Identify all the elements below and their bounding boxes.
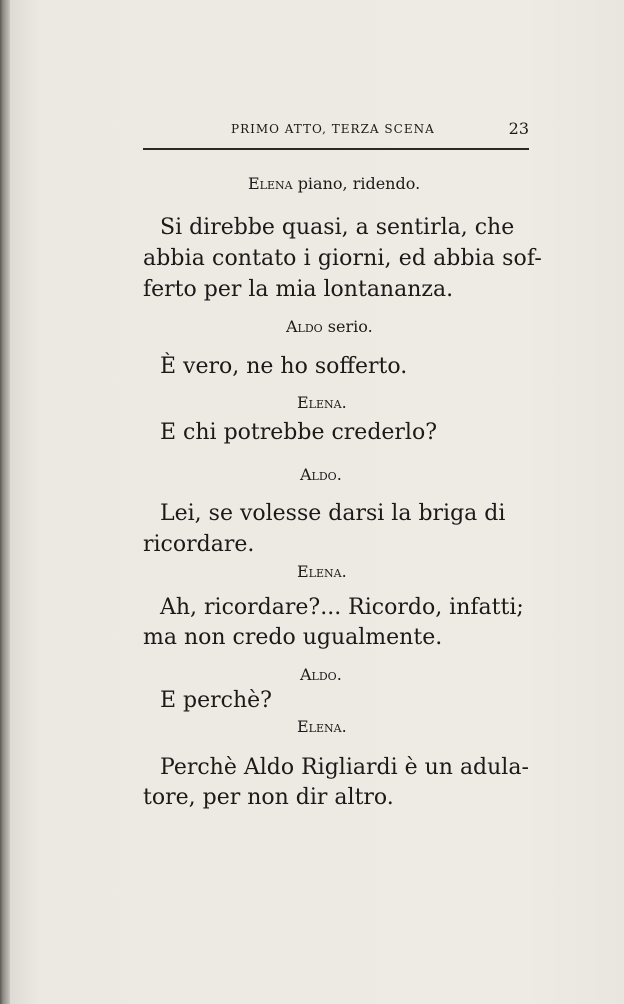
speaker-name: Aldo. [300, 665, 342, 684]
speaker-name: Elena. [297, 717, 347, 736]
dialogue-line: ferto per la mia lontananza. [143, 277, 454, 302]
running-head: PRIMO ATTO, TERZA SCENA [231, 122, 435, 136]
dialogue-line: E chi potrebbe crederlo? [160, 420, 438, 445]
dialogue-line: ma non credo ugualmente. [143, 625, 443, 650]
speaker-cue [286, 317, 373, 336]
stage-direction: serio. [327, 317, 373, 336]
speaker-cue [297, 717, 347, 736]
speaker-cue [248, 174, 420, 193]
dialogue-line: Si direbbe quasi, a sentirla, che [160, 215, 515, 240]
dialogue-line: abbia contato i giorni, ed abbia sof- [143, 246, 542, 271]
dialogue-line: Lei, se volesse darsi la briga di [160, 501, 506, 526]
speaker-name: Elena. [297, 562, 347, 581]
speaker-name: Elena [248, 174, 293, 193]
stage-direction: piano, ridendo. [297, 174, 421, 193]
speaker-cue [300, 465, 342, 484]
binding-edge [0, 0, 10, 1004]
speaker-name: Elena. [297, 393, 347, 412]
speaker-cue [297, 393, 347, 412]
dialogue-line: Perchè Aldo Rigliardi è un adula- [160, 755, 529, 780]
speaker-name: Aldo [286, 317, 323, 336]
dialogue-line: tore, per non dir altro. [143, 785, 394, 810]
dialogue-line: ricordare. [143, 532, 255, 557]
page-header [143, 118, 529, 150]
dialogue-line: E perchè? [160, 688, 272, 713]
dialogue-line: È vero, ne ho sofferto. [160, 354, 408, 379]
speaker-cue [297, 562, 347, 581]
speaker-cue [300, 665, 342, 684]
dialogue-line: Ah, ricordare?... Ricordo, infatti; [160, 595, 524, 620]
page-number: 23 [508, 119, 529, 138]
speaker-name: Aldo. [300, 465, 342, 484]
